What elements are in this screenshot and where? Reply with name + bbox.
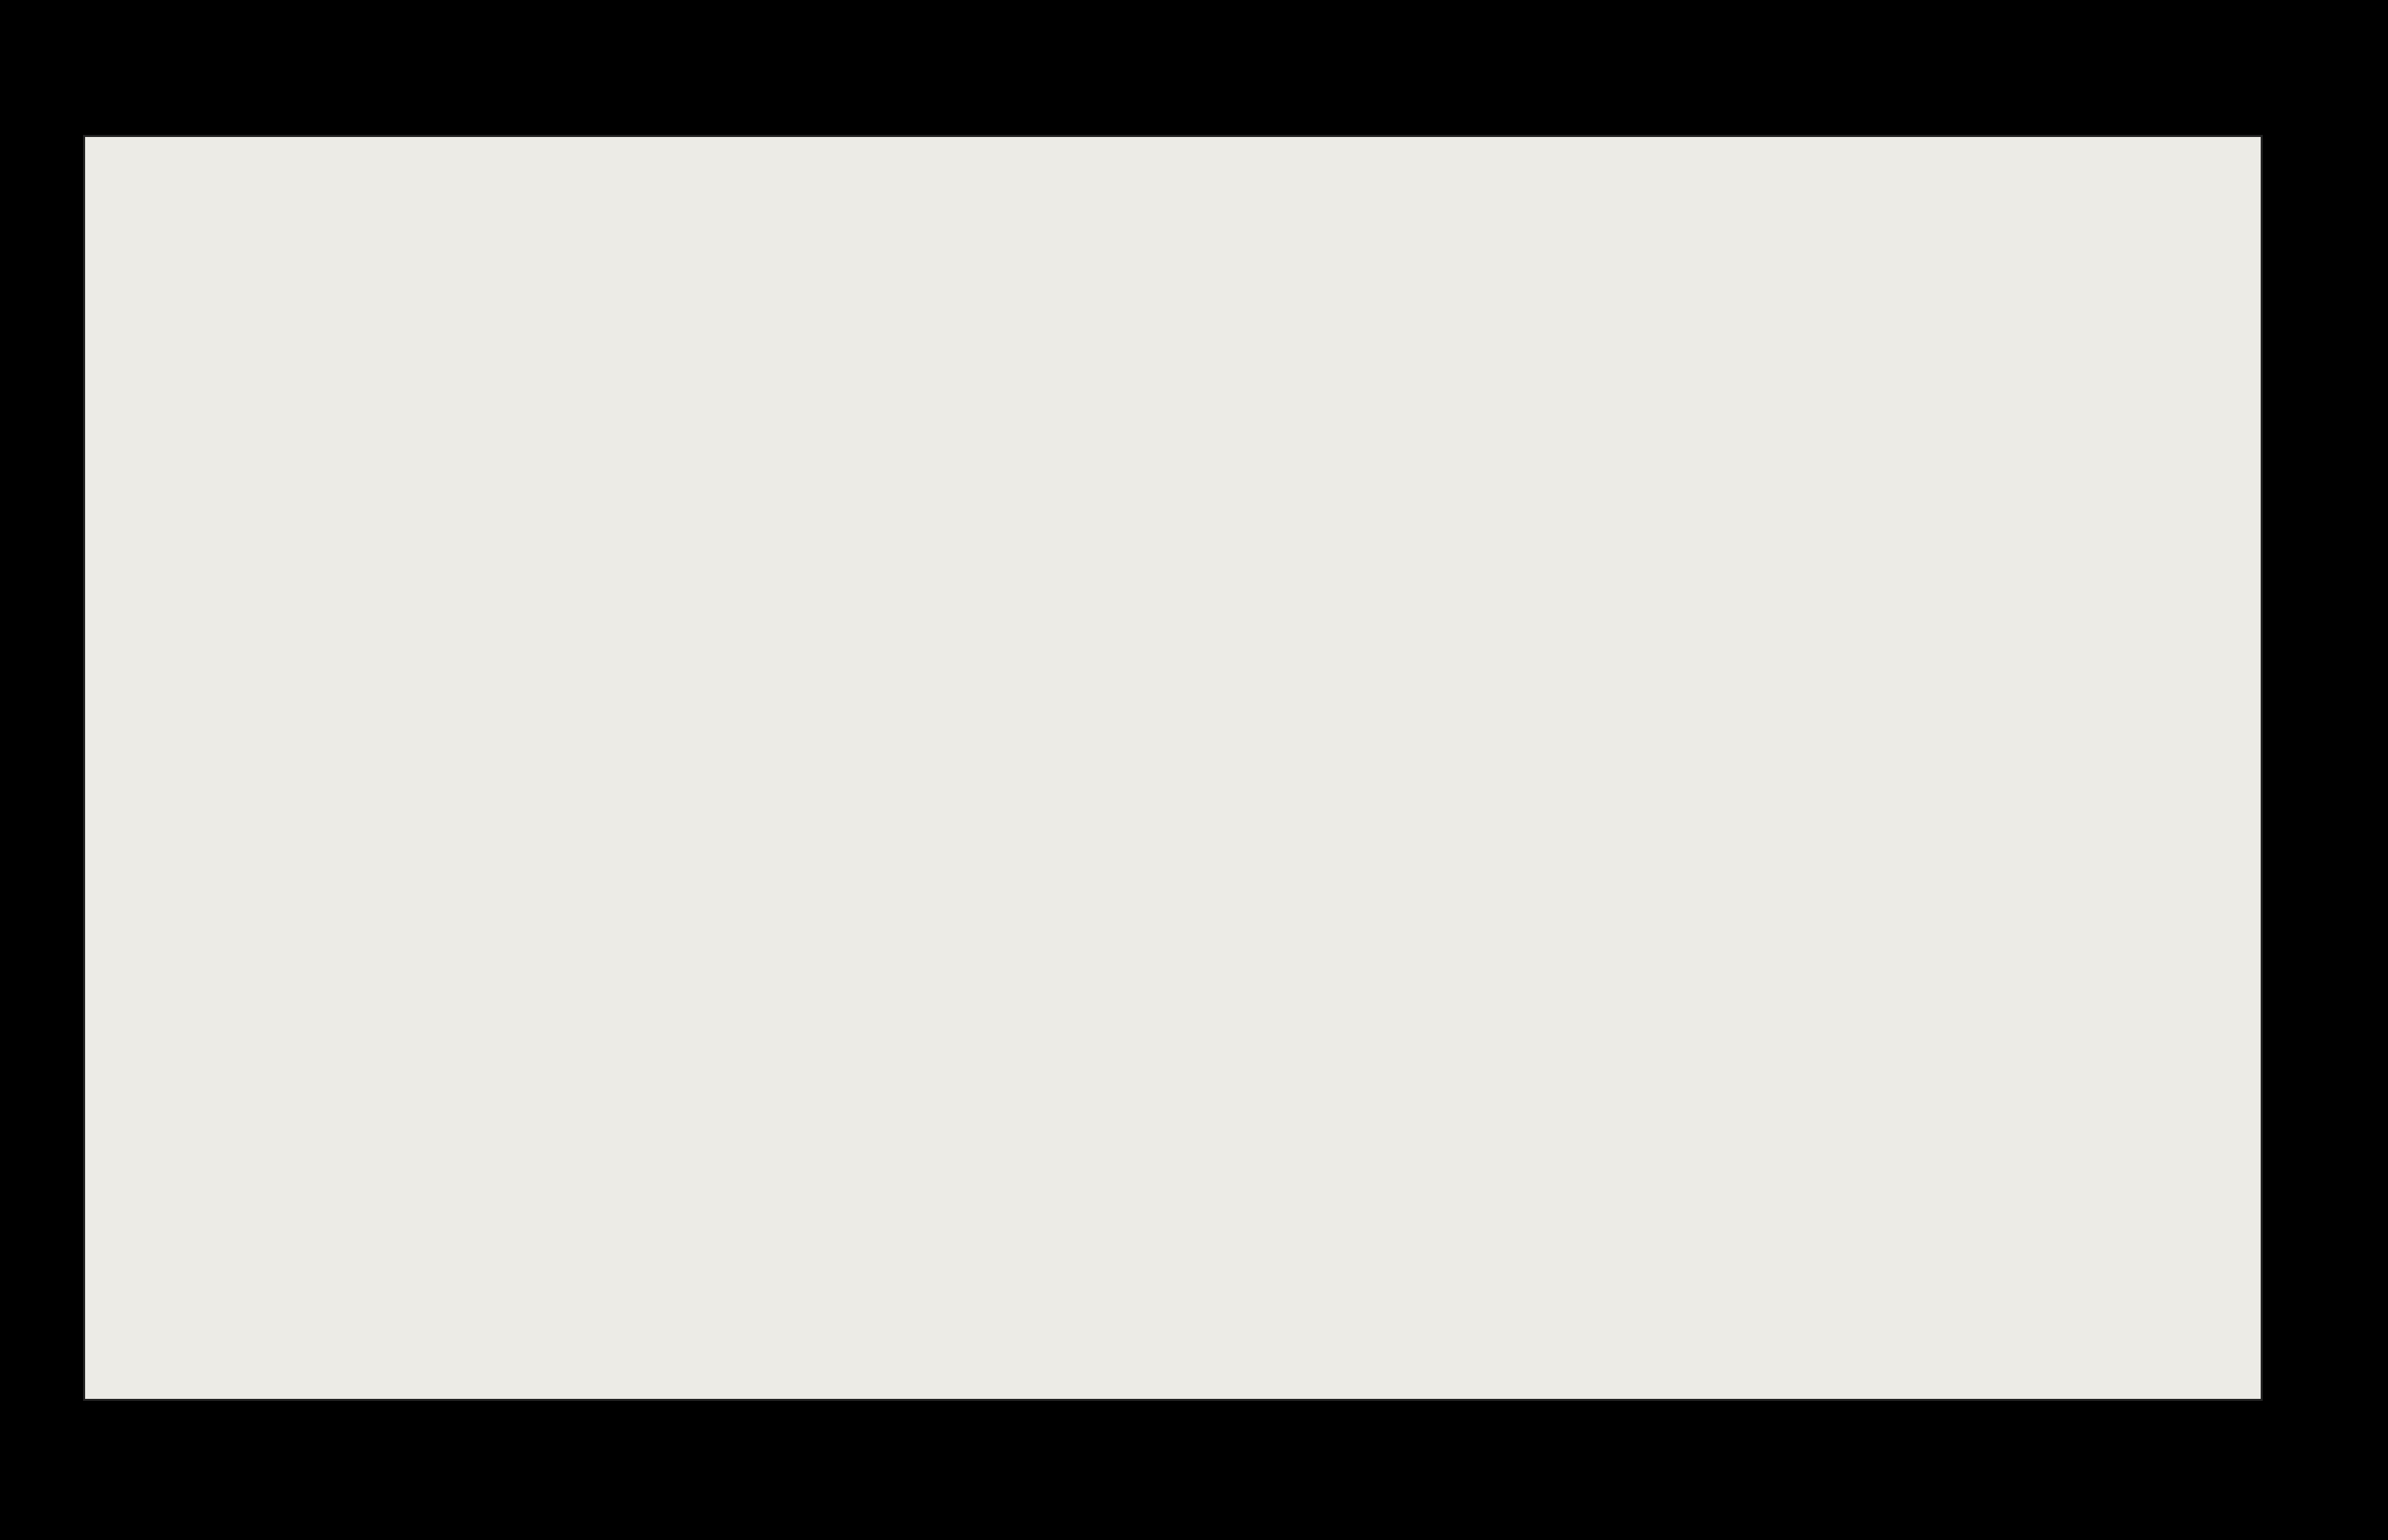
census-card bbox=[83, 135, 2263, 1401]
